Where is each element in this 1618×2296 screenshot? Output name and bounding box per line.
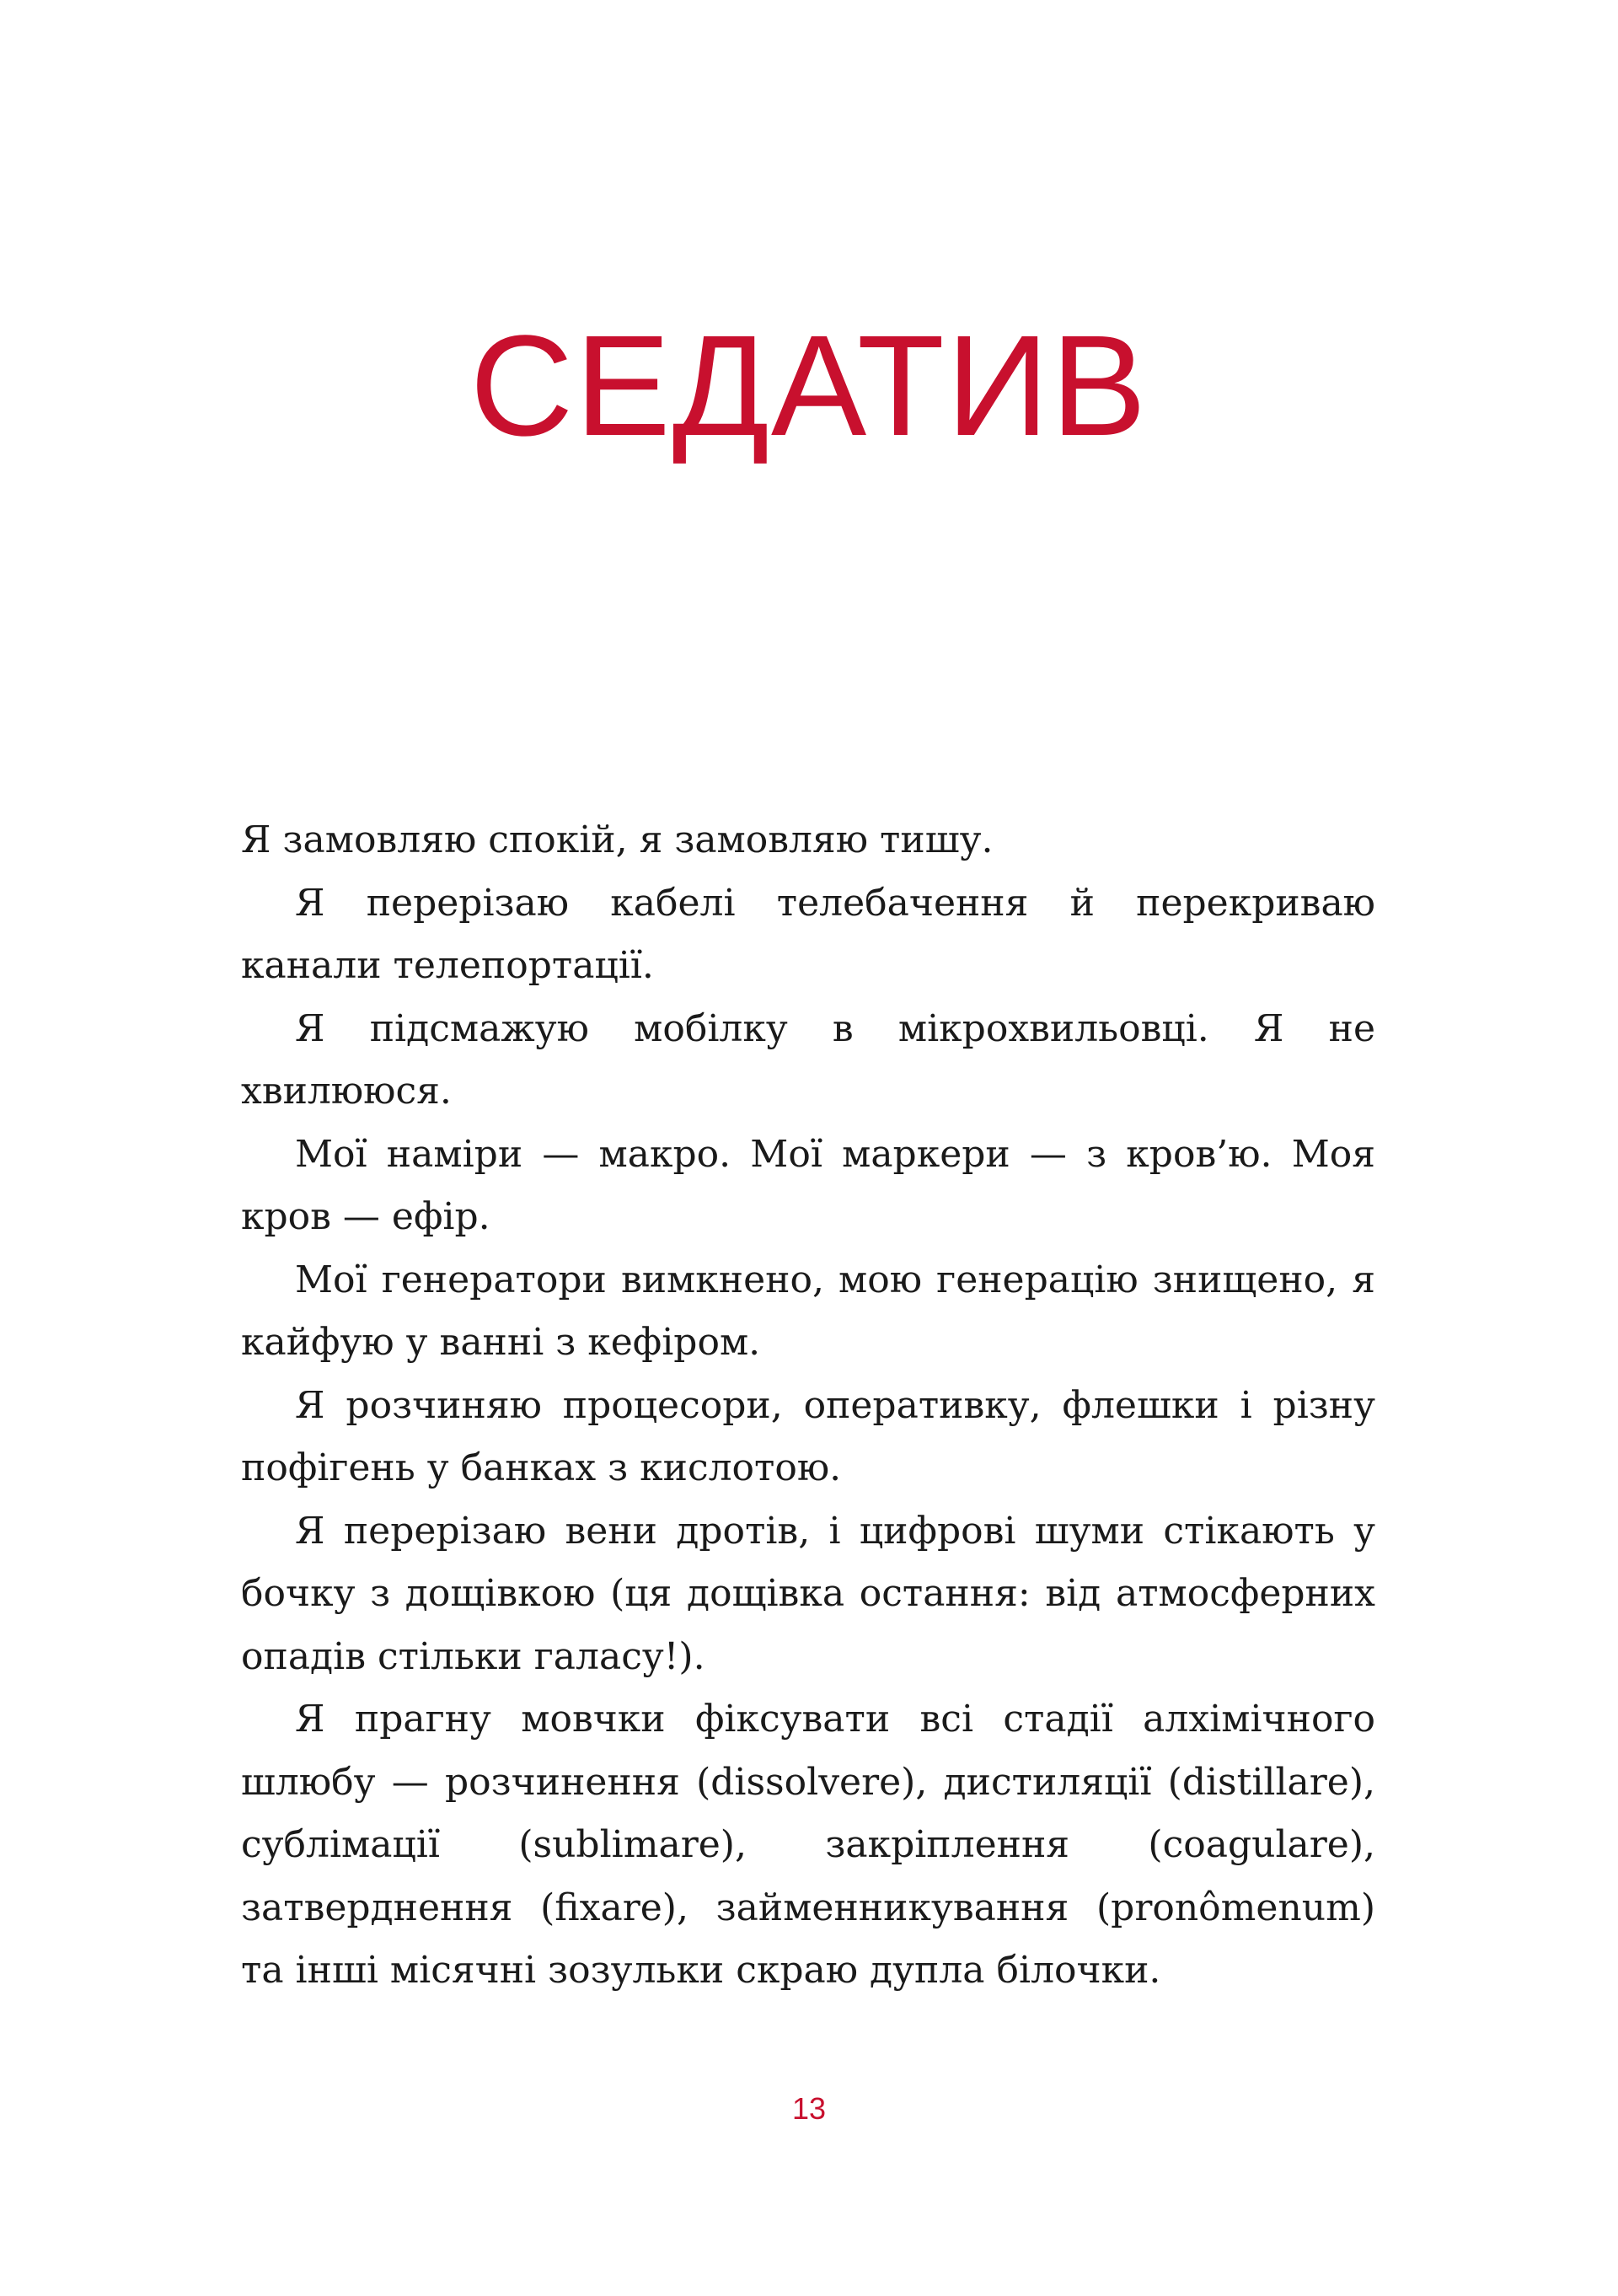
paragraph: Мої наміри — макро. Мої маркери — з кров’ю. Моя кров — ефір. bbox=[241, 1132, 1375, 1238]
paragraph: Я замовляю спокій, я замовляю тишу. bbox=[241, 818, 994, 861]
body-text bbox=[241, 809, 1375, 2003]
chapter-title: СЕДАТИВ bbox=[469, 306, 1149, 466]
paragraph: Я перерізаю кабелі телебачення й перекриваю канали телепортації. bbox=[241, 881, 1375, 987]
paragraph: Мої генератори вимкнено, мою генерацію знищено, я кайфую у ванні з кефіром. bbox=[241, 1258, 1375, 1364]
page-number: 13 bbox=[791, 2091, 827, 2126]
paragraph: Я розчиняю процесори, оперативку, флешки і різну пофігень у банках з кислотою. bbox=[241, 1383, 1375, 1489]
paragraph: Я підсмажую мобілку в мікрохвильовці. Я не хвилююся. bbox=[241, 1006, 1375, 1113]
paragraph: Я прагну мовчки фіксувати всі стадії алхімічного шлюбу — розчинення (dissolvere), дистиляції (distillare), сублімації (sublimare), закріплення (coagulare), затверднення (fixare), займенникування (pronômenum) та інші місячні зозульки скраю дупла білочки. bbox=[241, 1698, 1375, 1992]
paragraph: Я перерізаю вени дротів, і цифрові шуми стікають у бочку з дощівкою (ця дощівка остання: від атмосферних опадів стільки галасу!). bbox=[241, 1509, 1375, 1678]
